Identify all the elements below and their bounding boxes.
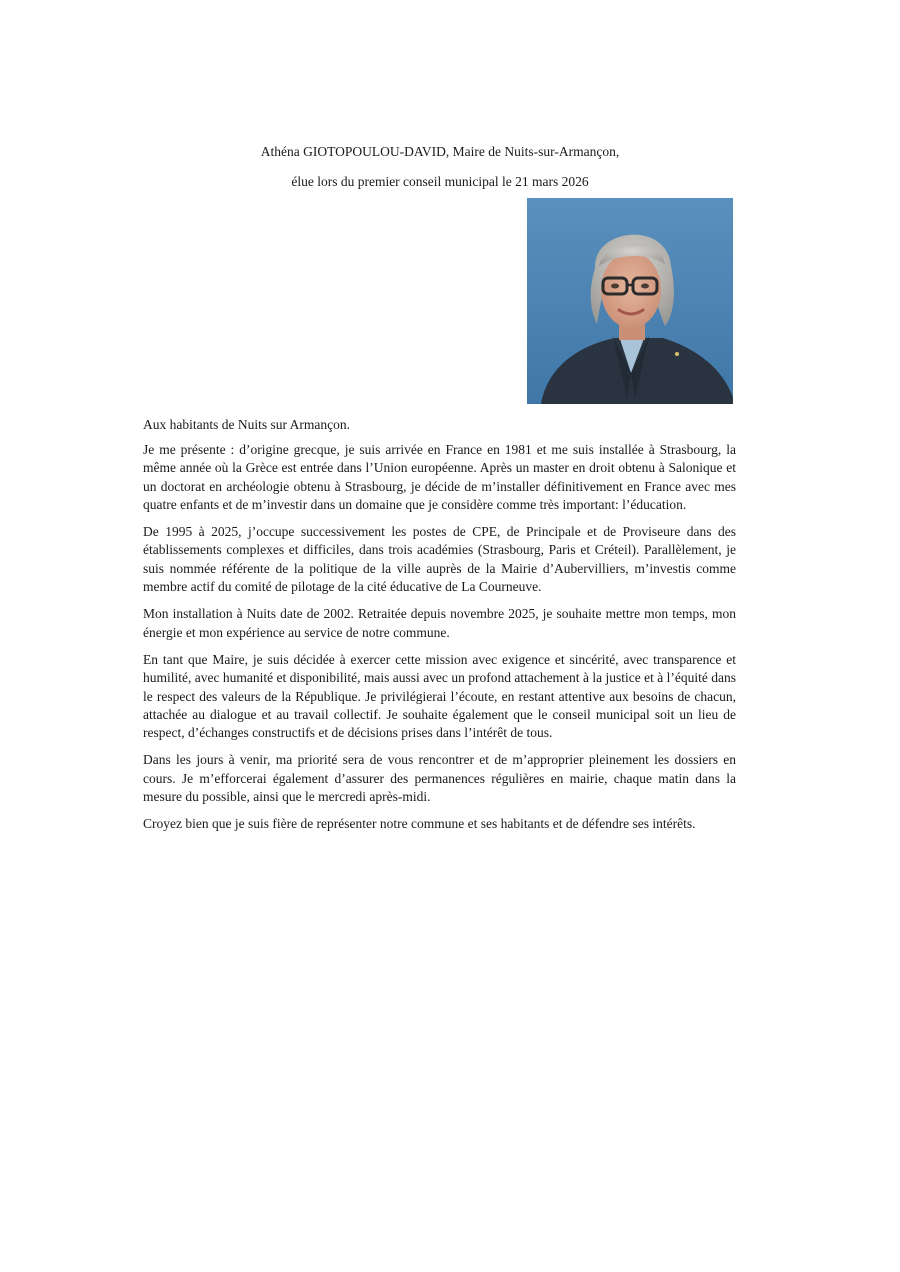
paragraph-career: De 1995 à 2025, j’occupe successivement les postes de CPE, de Principale et de Proviseure dans des établissements complexes et difficiles, dans trois académies (Strasbourg, Paris et Créteil). Parallèlement, je suis nommée référente de la politique de la ville auprès de la Mairie d’Aubervilliers, m’investis comme membre actif du comité de pilotage de la cité éducative de La Courneuve. [143, 524, 736, 595]
header-title-line: Athéna GIOTOPOULOU-DAVID, Maire de Nuits-sur-Armançon, [260, 144, 620, 159]
paragraph-installation: Mon installation à Nuits date de 2002. Retraitée depuis novembre 2025, je souhaite mettre mon temps, mon énergie et mon expérience au service de notre commune. [143, 606, 736, 640]
mayor-portrait-photo [527, 198, 733, 404]
paragraph-closing: Croyez bien que je suis fière de représenter notre commune et ses habitants et de défendre ses intérêts. [143, 816, 696, 832]
paragraph-commitments: En tant que Maire, je suis décidée à exercer cette mission avec exigence et sincérité, avec transparence et humilité, avec humanité et disponibilité, mais aussi avec un profond attachement à la justice et à l’équité dans le respect des valeurs de la République. Je privilégierai l’écoute, en restant attentive aux besoins de chacun, attachée au dialogue et au travail collectif. Je souhaite également que le conseil municipal soit un lieu de respect, d’échanges constructifs et de décisions prises dans l’intérêt de tous. [143, 651, 736, 741]
paragraph-priorities: Dans les jours à venir, ma priorité sera de vous rencontrer et de m’approprier pleinement les dossiers en cours. Je m’efforcerai également d’assurer des permanences régulières en mairie, chaque matin dans la mesure du possible, ainsi que le mercredi après-midi. [143, 752, 736, 805]
letter-body [143, 441, 736, 843]
paragraph-introduction: Je me présente : d’origine grecque, je suis arrivée en France en 1981 et me suis installée à Strasbourg, la même année où la Grèce est entrée dans l’Union européenne. Après un master en droit obtenu à Salonique et un doctorat en archéologie obtenu à Strasbourg, je décide de m’installer définitivement en France avec mes quatre enfants et de m’investir dans un domaine que je considère comme très important: l’éducation. [143, 442, 736, 512]
header-subtitle-line: élue lors du premier conseil municipal le 21 mars 2026 [291, 174, 589, 189]
greeting-line: Aux habitants de Nuits sur Armançon. [143, 417, 350, 432]
